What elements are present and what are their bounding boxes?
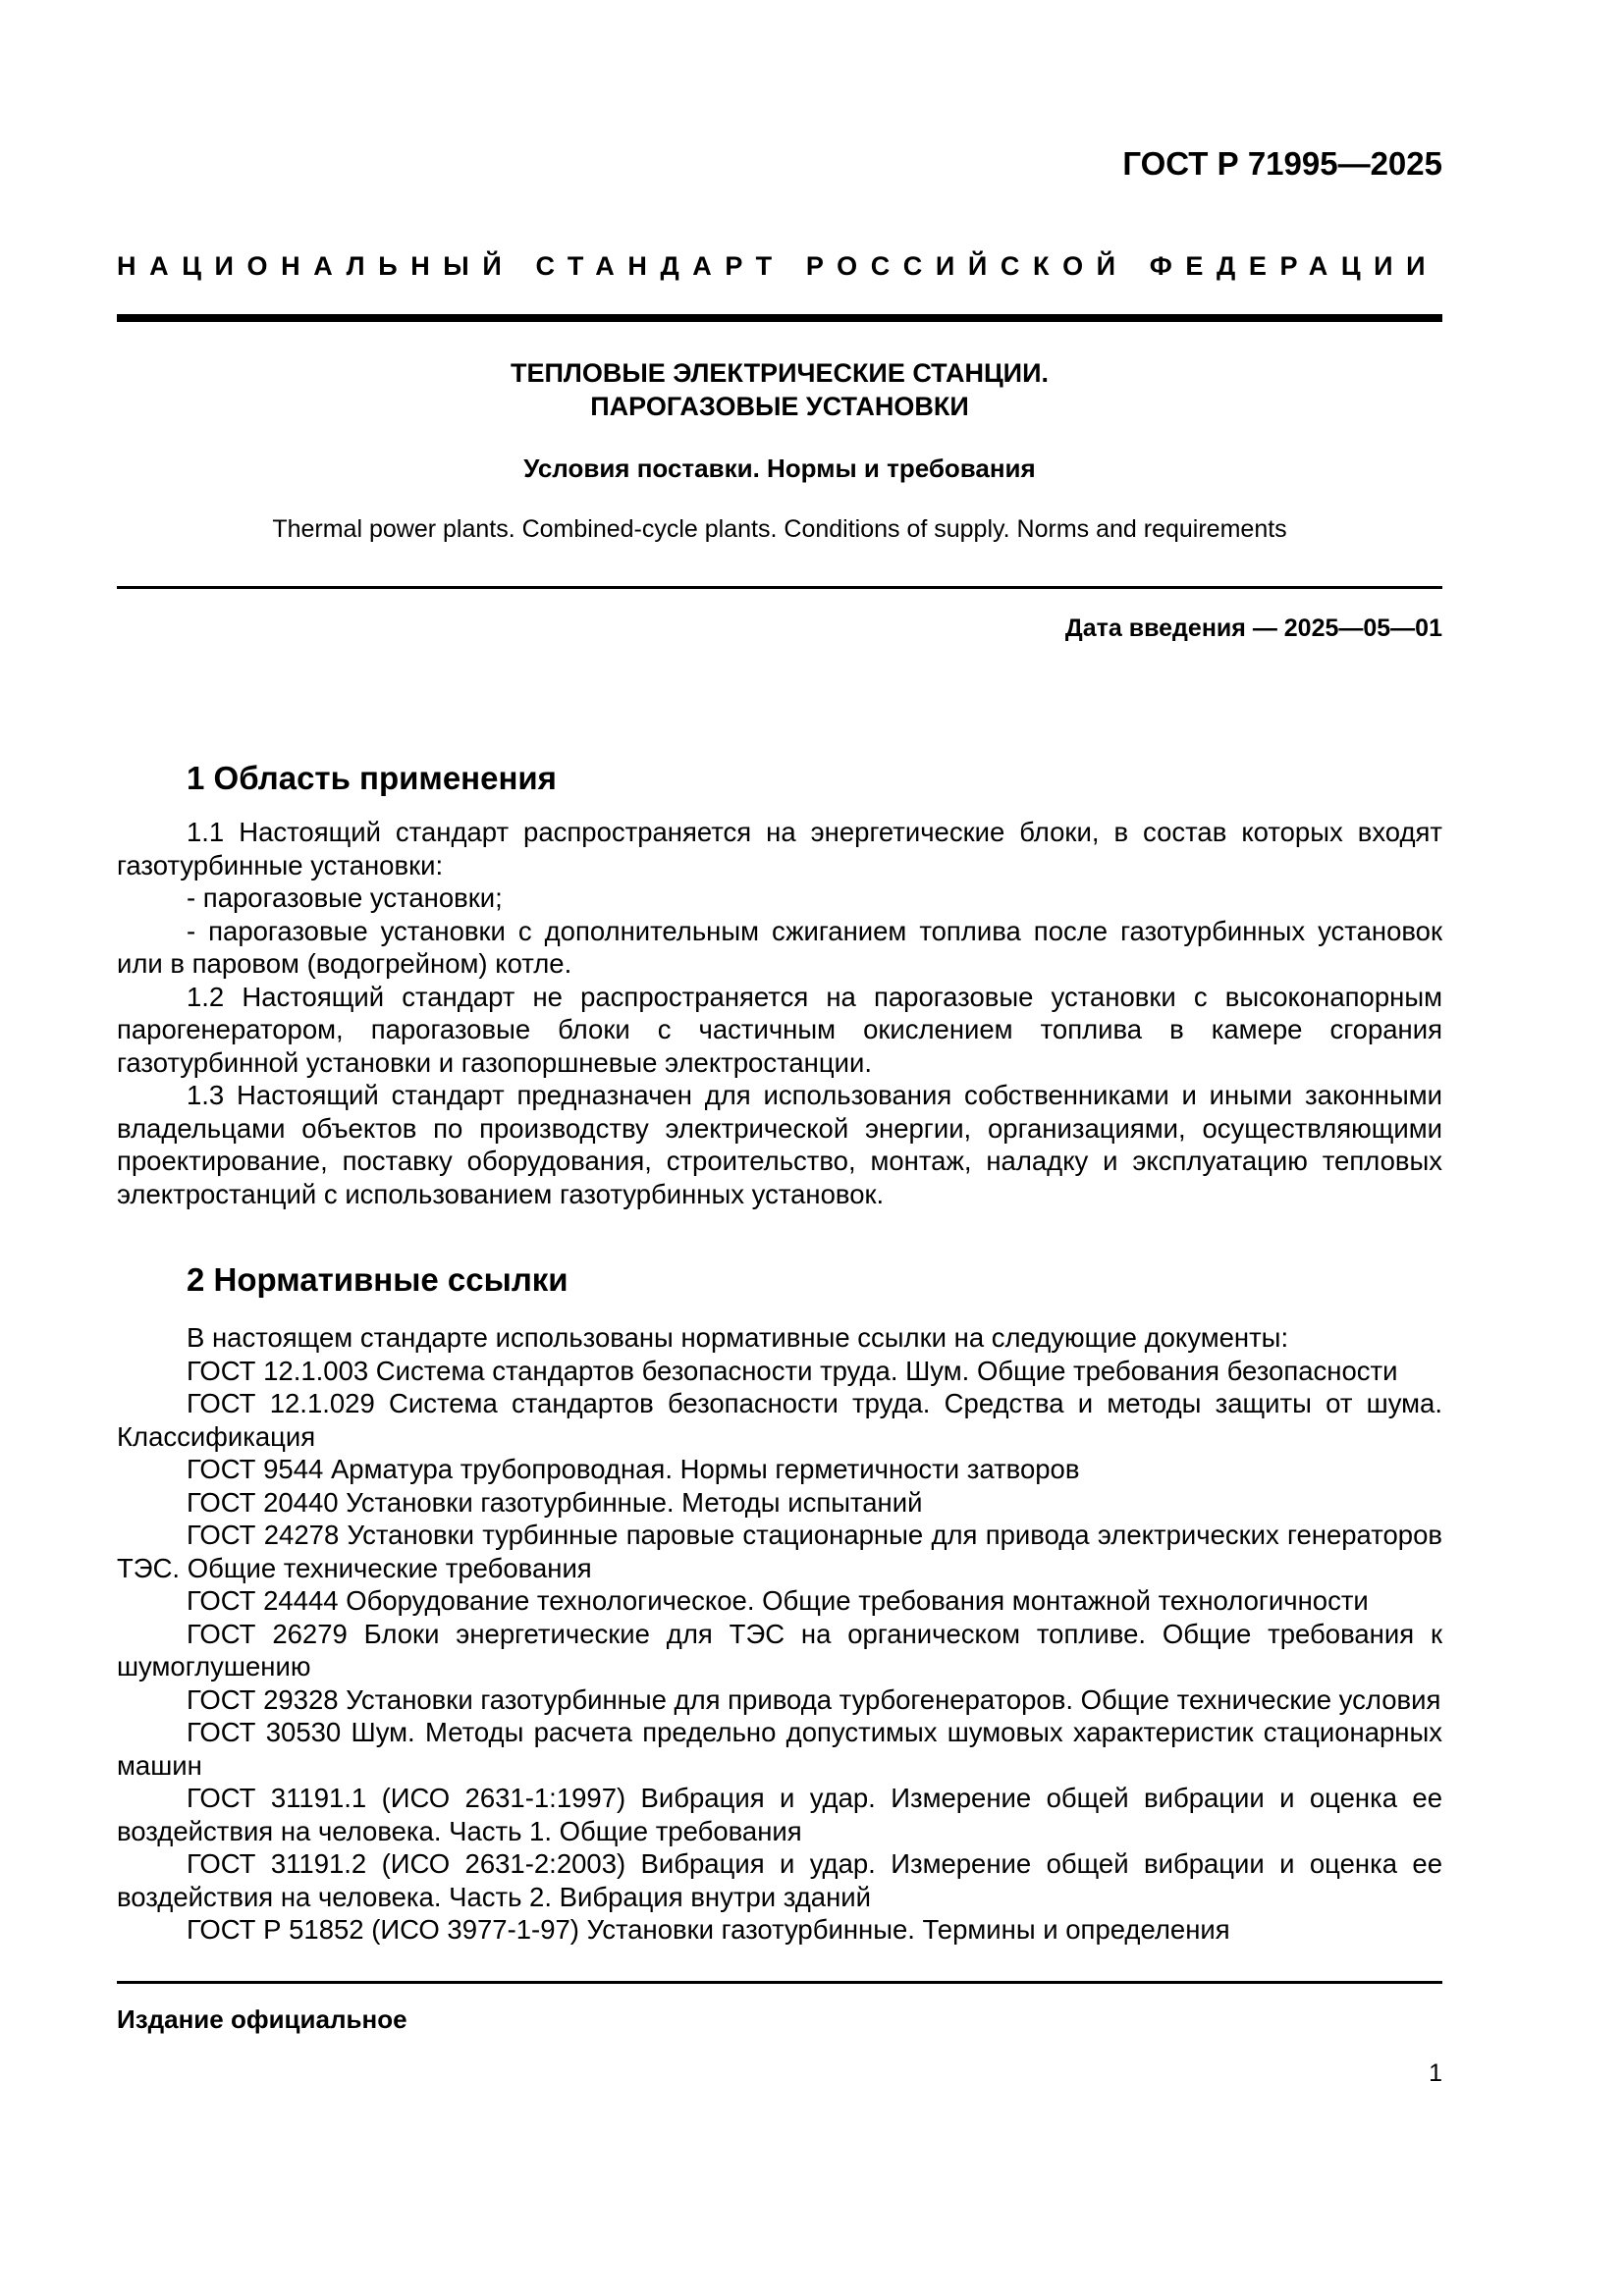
section-1-heading: 1 Область применения xyxy=(187,760,557,796)
title-line-1: ТЕПЛОВЫЕ ЭЛЕКТРИЧЕСКИЕ СТАНЦИИ. xyxy=(510,358,1049,388)
reference-item: ГОСТ 9544 Арматура трубопроводная. Нормы герметичности затворов xyxy=(187,1454,1080,1484)
list-item: - парогазовые установки с дополнительным сжиганием топлива после газотурбинных установок или в паровом (водогрейном) котле. xyxy=(117,915,1442,979)
top-divider xyxy=(117,314,1442,322)
paragraph-1-1: 1.1 Настоящий стандарт распространяется на энергетические блоки, в состав которых входят газотурбинные установки: xyxy=(117,817,1442,881)
reference-item: ГОСТ 31191.2 (ИСО 2631-2:2003) Вибрация и удар. Измерение общей вибрации и оценка ее воздействия на человека. Часть 2. Вибрация внутри зданий xyxy=(117,1848,1442,1912)
reference-item: ГОСТ 29328 Установки газотурбинные для привода турбогенераторов. Общие технические условия xyxy=(187,1683,1441,1715)
section-1 xyxy=(117,759,1442,1210)
reference-item: ГОСТ 12.1.029 Система стандартов безопасности труда. Средства и методы защиты от шума. Классификация xyxy=(117,1388,1442,1452)
reference-item: ГОСТ 24278 Установки турбинные паровые стационарные для привода электрических генераторов ТЭС. Общие технические требования xyxy=(117,1520,1442,1583)
section-2 xyxy=(117,1260,1442,1947)
reference-item: ГОСТ 26279 Блоки энергетические для ТЭС на органическом топливе. Общие требования к шумоглушению xyxy=(117,1618,1442,1682)
official-edition-label: Издание официальное xyxy=(117,2004,407,2034)
title-line-2: ПАРОГАЗОВЫЕ УСТАНОВКИ xyxy=(590,392,969,421)
document-title xyxy=(117,356,1442,423)
national-standard-banner: НАЦИОНАЛЬНЫЙ СТАНДАРТ РОССИЙСКОЙ ФЕДЕРАЦИИ xyxy=(117,251,1439,281)
document-subtitle: Условия поставки. Нормы и требования xyxy=(523,454,1036,483)
reference-item: ГОСТ Р 51852 (ИСО 3977-1-97) Установки газотурбинные. Термины и определения xyxy=(187,1914,1230,1945)
document-number: ГОСТ Р 71995—2025 xyxy=(1122,145,1442,182)
page-number: 1 xyxy=(1429,2059,1442,2087)
introduction-date: Дата введения — 2025—05—01 xyxy=(1064,614,1442,642)
references-intro: В настоящем стандарте использованы нормативные ссылки на следующие документы: xyxy=(187,1322,1289,1353)
reference-item: ГОСТ 12.1.003 Система стандартов безопасности труда. Шум. Общие требования безопасности xyxy=(187,1355,1398,1386)
paragraph-1-2: 1.2 Настоящий стандарт не распространяется на парогазовые установки с высоконапорным парогенератором, парогазовые блоки с частичным окислением топлива в камере сгорания газотурбинной установки и газопоршневые электростанции. xyxy=(117,981,1442,1078)
reference-item: ГОСТ 24444 Оборудование технологическое. Общие требования монтажной технологичности xyxy=(187,1585,1369,1616)
list-item: - парогазовые установки; xyxy=(187,882,503,913)
paragraph-1-3: 1.3 Настоящий стандарт предназначен для использования собственниками и иными законными владельцами объектов по производству электрической энергии, организациями, осуществляющими проектирование, поставку оборудования, строительство, монтаж, наладку и эксплуатацию тепловых электростанций с использованием газотурбинных установок. xyxy=(117,1080,1442,1209)
reference-item: ГОСТ 30530 Шум. Методы расчета предельно допустимых шумовых характеристик стационарных машин xyxy=(117,1717,1442,1781)
reference-item: ГОСТ 20440 Установки газотурбинные. Методы испытаний xyxy=(187,1486,923,1518)
english-title: Thermal power plants. Combined-cycle plants. Conditions of supply. Norms and requirements xyxy=(272,515,1287,543)
reference-item: ГОСТ 31191.1 (ИСО 2631-1:1997) Вибрация и удар. Измерение общей вибрации и оценка ее воздействия на человека. Часть 1. Общие требования xyxy=(117,1783,1442,1846)
section-2-heading: 2 Нормативные ссылки xyxy=(187,1261,568,1298)
title-divider xyxy=(117,586,1442,589)
footer-divider xyxy=(117,1981,1442,1984)
